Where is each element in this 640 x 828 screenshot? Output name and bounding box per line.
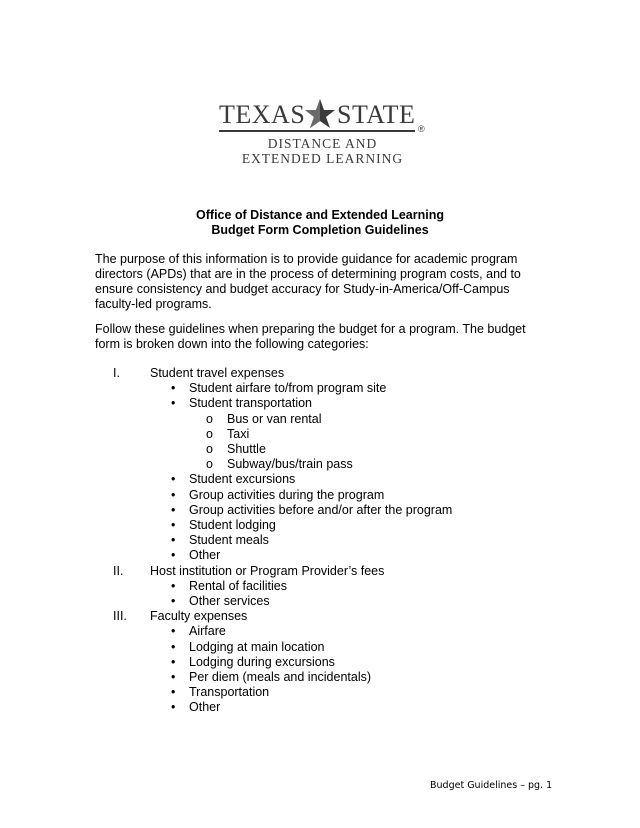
registered-mark: ® bbox=[418, 124, 425, 134]
bullet-icon: • bbox=[171, 654, 176, 669]
bullet-icon: • bbox=[171, 396, 176, 411]
roman-numeral: II. bbox=[113, 563, 124, 578]
bullet-icon: • bbox=[171, 487, 176, 502]
outline-item-label: Student airfare to/from program site bbox=[189, 381, 387, 396]
bullet-icon: • bbox=[171, 594, 176, 608]
outline-item-label: Student travel expenses bbox=[150, 366, 285, 380]
bullet-icon: • bbox=[171, 639, 176, 654]
bullet-icon: • bbox=[171, 670, 176, 684]
sub-bullet-icon: o bbox=[206, 426, 213, 441]
outline-item-label: Group activities before and/or after the program bbox=[189, 502, 453, 517]
logo-word-texas: TEXAS bbox=[219, 100, 306, 129]
logo-subtitle-line1: DISTANCE AND bbox=[267, 136, 378, 151]
bullet-icon: • bbox=[171, 381, 176, 396]
bullet-icon: • bbox=[171, 533, 176, 548]
bullet-icon: • bbox=[171, 685, 176, 700]
outline-item-label: Airfare bbox=[189, 624, 226, 639]
guidelines-paragraph: Follow these guidelines when preparing the budget for a program. The budget form is broken down into the following categories: bbox=[95, 322, 526, 351]
outline-item-label: Other services bbox=[189, 594, 270, 608]
outline-item-label: Rental of facilities bbox=[189, 578, 287, 593]
outline-item-label: Per diem (meals and incidentals) bbox=[189, 670, 372, 684]
bullet-icon: • bbox=[171, 624, 176, 639]
document-title: Office of Distance and Extended Learning bbox=[196, 208, 444, 222]
bullet-icon: • bbox=[171, 518, 176, 532]
star-icon bbox=[304, 98, 336, 130]
bullet-icon: • bbox=[171, 700, 176, 715]
roman-numeral: III. bbox=[113, 609, 127, 624]
document-subtitle: Budget Form Completion Guidelines bbox=[211, 223, 429, 237]
sub-bullet-icon: o bbox=[206, 442, 213, 456]
logo-rule bbox=[219, 130, 415, 132]
bullet-icon: • bbox=[171, 502, 176, 517]
outline-item-label: Student lodging bbox=[189, 518, 276, 532]
outline-item-label: Bus or van rental bbox=[227, 411, 322, 426]
outline-item-label: Host institution or Program Provider’s fees bbox=[150, 563, 385, 578]
outline-item-label: Shuttle bbox=[227, 442, 266, 456]
outline-item-label: Faculty expenses bbox=[150, 609, 248, 624]
purpose-paragraph: The purpose of this information is to provide guidance for academic program directors (APDs) that are in the process of determining program costs, and to ensure consistency and budget accuracy for Study-in-America/Off-Campus faculty-led programs. bbox=[95, 252, 521, 311]
outline-item-label: Student meals bbox=[189, 533, 269, 548]
logo-word-state: STATE bbox=[337, 100, 416, 129]
logo-wordmark bbox=[215, 96, 430, 132]
page-footer: Budget Guidelines – pg. 1 bbox=[430, 780, 553, 791]
outline-item-label: Lodging at main location bbox=[189, 639, 325, 654]
outline-item-label: Other bbox=[189, 548, 221, 563]
outline-item-label: Transportation bbox=[189, 685, 270, 700]
outline-item-label: Taxi bbox=[227, 426, 250, 441]
texas-state-logo bbox=[215, 96, 430, 166]
bullet-icon: • bbox=[171, 578, 176, 593]
outline-item-label: Subway/bus/train pass bbox=[227, 457, 353, 472]
bullet-icon: • bbox=[171, 548, 176, 563]
outline-item-label: Student excursions bbox=[189, 472, 296, 487]
logo-subtitle-line2: EXTENDED LEARNING bbox=[241, 151, 404, 166]
bullet-icon: • bbox=[171, 472, 176, 487]
roman-numeral: I. bbox=[113, 366, 120, 380]
outline-item-label: Group activities during the program bbox=[189, 487, 385, 502]
outline-item-label: Other bbox=[189, 700, 221, 715]
outline-item-label: Student transportation bbox=[189, 396, 312, 411]
sub-bullet-icon: o bbox=[206, 457, 213, 472]
sub-bullet-icon: o bbox=[206, 411, 213, 426]
outline-item-label: Lodging during excursions bbox=[189, 654, 335, 669]
